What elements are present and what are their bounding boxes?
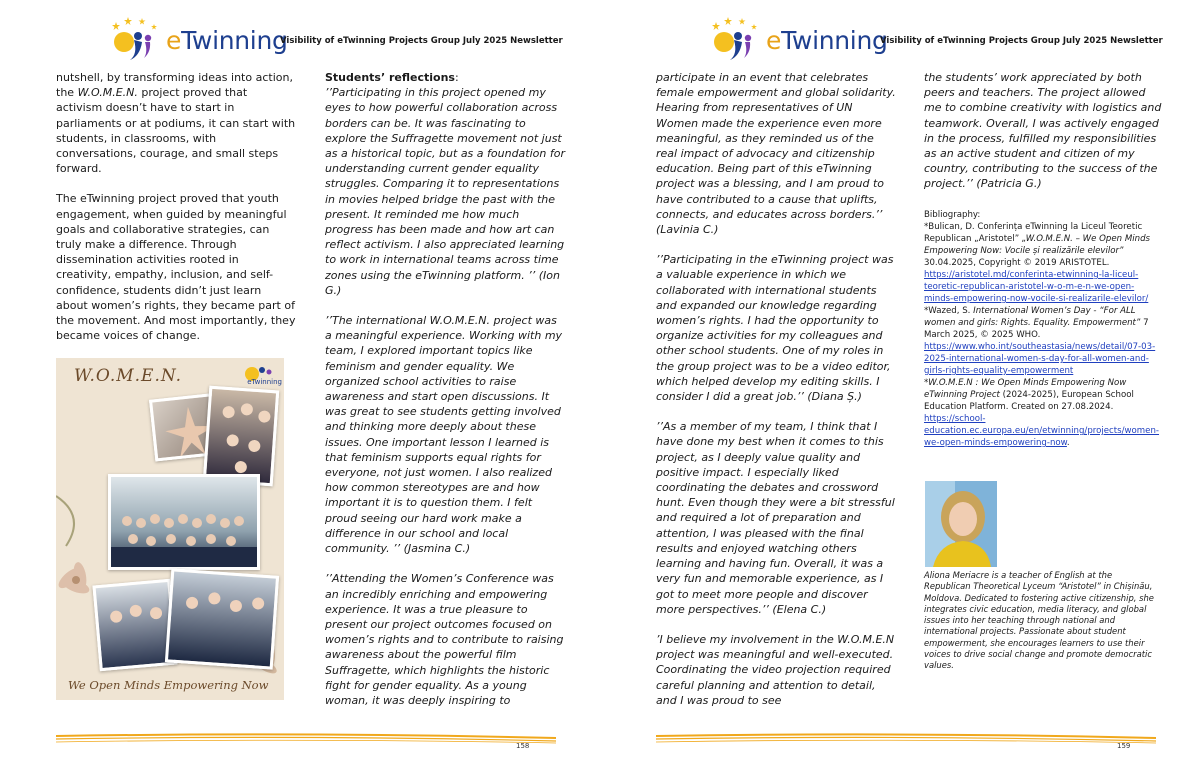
bibliography-entry: *Wazed, S. International Women’s Day - “For ALL women and girls: Rights. Equality. Empowerment” 7 March 2025, © 2025 WHO. https://www.who.int/southeastasia/news/detail/07-03-2025-international-women-s-day-for-all-women-and-girls-rights-equality-empowerment [924, 306, 1156, 376]
reflection-quote-jasmina: ’’The international W.O.M.E.N. project was a meaningful experience. Working with my team, I explored important topics like feminism and gender equality. We organized school activities to raise awareness and start open discussions. It was great to see students getting involved and thinking more deeply about these issues. One important lesson I learned is that feminism supports equal rights for everyone, not just women. I also realized how common stereotypes are and how important it is to question them. I felt proud seeing our hard work make a difference in our school and local community. ’’ (Jasmina C.) [325, 314, 563, 556]
footer-decoration [56, 730, 556, 750]
right-column-2 [924, 70, 1164, 207]
conclusion-paragraph: nutshell, by transforming ideas into action, the W.O.M.E.N. project proved that activism doesn’t have to start in parliaments or at podiums, it can start with students, in classrooms, with conversations, courage, and small steps forward. [56, 71, 296, 176]
collage-photo-students-group-1 [203, 386, 280, 487]
reflection-quote-diana: ’’Participating in the eTwinning project was a valuable experience in which we collaborated with international students and expanded our knowledge regarding women’s rights. I had the opportunity to organize activities for my colleagues and other school students. One of my roles in the group project was to be a video editor, which helped develop my editing skills. I consider I did a great job.’’ (Diana Ș.) [656, 253, 894, 404]
etwinning-logo-icon [704, 14, 764, 62]
page-header [104, 14, 584, 64]
youth-engagement-paragraph: The eTwinning project proved that youth engagement, when guided by meaningful goals and collaborative strategies, can truly make a difference. Through dissemination activities rooted in creativity, empathy, inclusion, and self-confidence, students didn’t just learn about women’s rights, they became part of the movement. And most importantly, they became voices of change. [56, 192, 296, 343]
reflection-quote-patricia-end: the students’ work appreciated by both peers and teachers. The project allowed me to combine creativity with logistics and teamwork. Overall, I was actively engaged in the process, fulfilled my responsibilities as an active student and citizen of my country, contributing to the success of the project.’’ (Patricia G.) [924, 71, 1162, 191]
collage-footer: We Open Minds Empowering Now [68, 678, 269, 692]
reflection-quote-lavinia-end: participate in an event that celebrates female empowerment and global solidarity. Hearing from representatives of UN Women made the experience even more meaningful, as they reminded us of the real impact of advocacy and citizenship education. Being part of this eTwinning project was a blessing, and I am proud to have contributed to a cause that uplifts, connects, and educates across borders.’’ (Lavinia C.) [656, 71, 896, 237]
class-group-icon [111, 477, 260, 570]
footer-decoration [656, 730, 1156, 750]
etwinning-logo-text: eTwinning [766, 26, 888, 55]
left-column-2 [325, 70, 565, 723]
page-number: 159 [1117, 742, 1131, 750]
bibliography [924, 209, 1160, 449]
page-header [704, 14, 1184, 64]
right-column-1 [656, 70, 896, 723]
author-portrait-icon [925, 481, 997, 567]
reflection-quote-ion: ’’Participating in this project opened my eyes to how powerful collaboration across borders can be. It was fascinating to explore the Suffragette movement not just as a historical topic, but as a foundation for understanding current gender equality struggles. Comparing it to representations in movies helped bridge the past with the present. It reminded me how much progress has been made and how art can reflect activism. I also appreciated learning to work in international teams across time zones using the eTwinning platform. ’’ (Ion G.) [325, 86, 565, 297]
bibliography-heading: Bibliography: [924, 210, 981, 220]
bibliography-entry: *W.O.M.E.N : We Open Minds Empowering Now eTwinning Project (2024-2025), European School Education Platform. Created on 27.08.2024. https://school-education.ec.europa.eu/en/etwinning/projects/women-we-open-minds-empowering-now. [924, 378, 1160, 448]
left-column-1 [56, 70, 296, 358]
collage-photo-students-group-2 [165, 568, 279, 669]
newsletter-page-right [600, 0, 1200, 776]
bibliography-link-who[interactable]: https://www.who.int/southeastasia/news/detail/07-03-2025-international-women-s-day-for-all-women-and-girls-rights-equality-empowerment [924, 342, 1156, 376]
newsletter-title: Visibility of eTwinning Projects Group July 2025 Newsletter [280, 36, 563, 46]
students-icon [206, 389, 280, 486]
students-group-icon [168, 572, 280, 670]
collage-photo-classroom-group [108, 474, 260, 570]
project-photo-collage [56, 358, 284, 700]
etwinning-logo-text: eTwinning [166, 26, 288, 55]
reflection-quote-lavinia-start: ’’Attending the Women’s Conference was an incredibly enriching and empowering experience. It was a true pleasure to present our project outcomes focused on women’s rights and to contribute to raising awareness about the powerful film Suffragette, which highlights the historic fight for gender equality. As a young woman, it was deeply inspiring to [325, 572, 564, 707]
collage-title: W.O.M.E.N. [74, 366, 183, 386]
reflection-quote-patricia-start: ’I believe my involvement in the W.O.M.E.N project was meaningful and well-executed. Coordinating the video projection required careful planning and attention to detail, and I was proud to see [656, 632, 895, 707]
bibliography-link-esep[interactable]: https://school-education.ec.europa.eu/en/etwinning/projects/women-we-open-minds-empowering-now [924, 414, 1160, 448]
reflection-quote-elena: ’’As a member of my team, I think that I have done my best when it comes to this project, as I deeply value quality and positive impact. I especially liked coordinating the debates and crossword hunt. Even though they were a bit stressful and required a lot of preparation and attention, I was pleased with the final results and enjoyed watching others learning and having fun. Overall, it was a very fun and memorable experience, as I got to meet more people and discover more perspectives.’’ (Elena C.) [656, 420, 895, 616]
reflections-heading: Students’ reflections: [325, 71, 459, 84]
etwinning-logo-icon [104, 14, 164, 62]
page-number: 158 [516, 742, 530, 750]
author-photo [925, 481, 997, 567]
collage-logo-text: eTwinning [247, 378, 282, 386]
author-bio: Aliona Meriacre is a teacher of English at the Republican Theoretical Lyceum “Aristotel” in Chișinău, Moldova. Dedicated to fostering active citizenship, she integrates civic education, media literacy, and global issues into her teaching through national and international projects. Passionate about student empowerment, she encourages learners to use their voices to drive social change and promote democratic values. [924, 570, 1154, 671]
newsletter-title: Visibility of eTwinning Projects Group July 2025 Newsletter [880, 36, 1163, 46]
bibliography-entry: *Bulican, D. Conferința eTwinning la Liceul Teoretic Republican „Aristotel” „W.O.M.E.N. – We Open Minds Empowering Now: Vocile și realizările elevilor” 30.04.2025, Copyright © 2019 ARISTOTEL. https://aristotel.md/conferinta-etwinning-la-liceul-teoretic-republican-aristotel-w-o-m-e-n-we-open-minds-empowering-now-vocile-si-realizarile-elevilor/ [924, 222, 1151, 304]
bibliography-link-aristotel[interactable]: https://aristotel.md/conferinta-etwinning-la-liceul-teoretic-republican-aristotel-w-o-m-e-n-we-open-minds-empowering-now-vocile-si-realizarile-elevilor/ [924, 270, 1149, 304]
